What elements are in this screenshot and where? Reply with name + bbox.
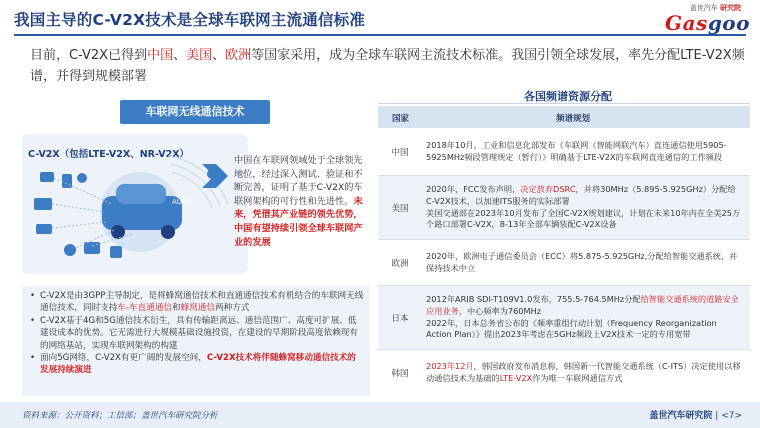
country-cell: 美国 — [391, 203, 409, 214]
country-cell: 韩国 — [391, 369, 409, 379]
country-cell: 欧洲 — [391, 258, 409, 269]
network-illustration — [22, 134, 248, 274]
list-item: • C-V2X基于4G和5G通信技术衍生，具有传输距离远、通信范围广、高度可扩展、低建设成本的优势。它无需进行大规模基础设施投资，在建设的早期阶段高度依赖现有的网络基站，实现车联网架构的构建 — [28, 315, 364, 352]
page-title: 我国主导的C-V2X技术是全球车联网主流通信标准 — [14, 11, 366, 29]
cv2x-panel — [22, 100, 370, 280]
page-number: <7> — [721, 411, 742, 421]
panel-heading: 车联网无线通信技术 — [120, 100, 270, 124]
spectrum-cell: 2012年ARIB SDI-T109V1.0发布，755.5-764.5MHz分配给智能交通系统的道路安全应用业务，中心频率为760MHz 2022年，日本总务省公布的《频率重组行动计划（Frequency Reorganization Action Plan）》提出2023年考虑在5GHz频段上V2X技术一定的专用宽带 — [426, 294, 739, 340]
column-header-country: 国家 — [392, 114, 410, 124]
title-divider — [14, 34, 746, 36]
logo-tagline: 盖世汽车 研究院 — [689, 4, 741, 12]
spectrum-cell: 2018年10月，工业和信息化部发布《车联网（智能网联汽车）直连通信使用5905-5925MHz频段管理规定（暂行）》明确基于LTE-V2X的车联网直连通信的工作频段 — [426, 139, 727, 162]
footer-org: 盖世汽车研究院 | <7> — [649, 411, 742, 421]
gasgoo-logo — [655, 3, 751, 33]
table-header — [378, 106, 750, 128]
bullet-list — [22, 286, 370, 396]
diagram-label: C-V2X（包括LTE-V2X、NR-V2X） — [28, 149, 190, 160]
spectrum-cell: 2020年，FCC发布声明，决定放弃DSRC，并将30MHz（5.895-5.925GHz）分配给C-V2X技术，以加速ITS服务的实际部署 美国交通部在2023年10月发布了全国C-V2X规划建议，计划在未来10年内在全美25万个路口部署C-V2X，8-13年全部车辆装配C-V2X设备 — [426, 184, 741, 230]
table-title-divider — [378, 103, 750, 104]
panel-description: 中国在车联网领域处于全球领先地位，经过深入测试、验证和不断完善，证明了基于C-V2X的车联网架构的可行性和先进性。未来，凭借其产业链的领先优势，中国有望持续引领全球车联网产业的发展 — [234, 155, 363, 248]
table-row — [378, 128, 750, 176]
list-item: • C-V2X是由3GPP主导制定，是将蜂窝通信技术和直通通信技术有机结合的车联网无线通信技术，同时支持车-车直通通信和蜂窝通信两种方式 — [28, 290, 364, 315]
chevron-right-icon — [200, 162, 230, 190]
country-cell: 日本 — [391, 313, 409, 324]
spectrum-cell: 2020年，欧洲电子通信委员会（ECC）将5.875-5.925GHz,分配给智能交通系统，并保持技术中立 — [426, 250, 738, 273]
table-row — [378, 240, 750, 286]
cv2x-diagram — [22, 134, 248, 274]
country-cell: 中国 — [391, 147, 409, 158]
list-item: • 面向5G网络，C-V2X有更广阔的发展空间，C-V2X技术将伴随蜂窝移动通信技术的发展持续演进 — [28, 352, 364, 377]
logo-wordmark: Gasgoo — [665, 11, 750, 35]
column-header-spectrum: 频谱规划 — [556, 114, 591, 124]
intro-paragraph: 目前，C-V2X已得到中国、美国、欧洲等国家采用，成为全球车联网主流技术标准。我国引领全球发展，率先分配LTE-V2X频谱，并得到规模部署 — [30, 48, 745, 84]
car-label: AUTO — [172, 198, 192, 206]
spectrum-cell: 2023年12月，韩国政府发布消息称，韩国新一代智能交通系统（C-ITS）决定使用以移动通信技术为基础的LTE-V2X作为唯一车联网通信方式 — [426, 361, 741, 383]
table-title: 各国频谱资源分配 — [524, 90, 612, 103]
table-row — [378, 286, 750, 350]
table-row — [378, 176, 750, 240]
table-row — [378, 350, 750, 396]
source-note: 资料来源：公开资料；工信部；盖世汽车研究院分析 — [22, 411, 218, 421]
